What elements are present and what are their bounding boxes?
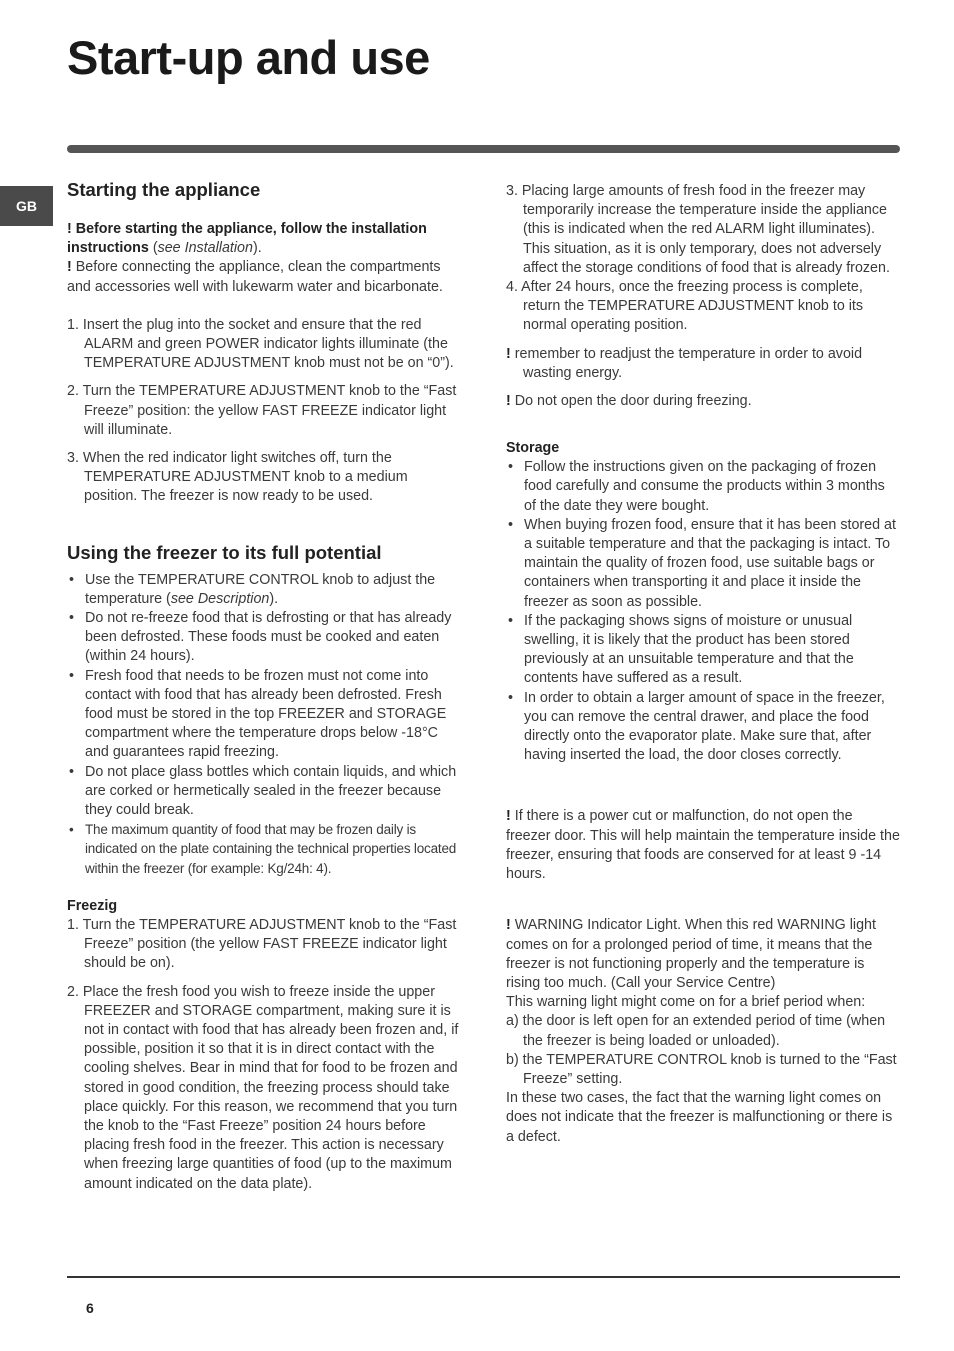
footer-divider — [67, 1276, 900, 1278]
subheading-freezing: Freezig — [67, 897, 118, 914]
freezing-steps-continued — [506, 182, 900, 336]
note-door-text: Do not open the door during freezing. — [514, 393, 752, 410]
list-item: • Do not place glass bottles which contain liquids, and which are corked or hermetically sealed in the freezer because they could break. — [67, 763, 459, 821]
note-power-cut — [506, 807, 900, 884]
note-installation-paren-open: ( — [152, 240, 158, 257]
exclamation-icon: ! — [67, 259, 72, 276]
list-item: 2. Place the fresh food you wish to freeze inside the upper FREEZER and STORAGE compartment, making sure it is not in contact with food that has already been frozen and, if possible, position it so that it is in direct contact with the cooling shelves. Bear in mind that for food to be frozen and stored in good condition, the freezing process should take place quickly. For this reason, we recommend that you turn the knob to the “Fast Freeze” position 24 hours before placing fresh food in the freezer. This action is necessary when freezing large quantities of food (up to the maximum amount indicated on the data plate). — [67, 983, 459, 1192]
potential-bullets — [67, 571, 459, 878]
exclamation-icon: ! — [506, 393, 511, 410]
warning-outro: In these two cases, the fact that the warning light comes on does not indicate that the freezer is malfunctioning or there is a defect. — [506, 1090, 893, 1145]
startup-steps — [67, 316, 459, 507]
list-item: • When buying frozen food, ensure that it has been stored at a suitable temperature and that the packaging is intact. To maintain the quality of frozen food, use suitable bags or containers when transporting it and place it inside the freezer as soon as possible. — [506, 516, 900, 612]
left-column — [67, 178, 459, 1194]
note-warning-light-text: WARNING Indicator Light. When this red WARNING light comes on for a prolonged period of time, it means that the freezer is not functioning properly and the temperature is rising too much. (Call your Service Centre) — [506, 917, 876, 991]
exclamation-icon: ! — [67, 221, 72, 237]
page-title: Start-up and use — [67, 31, 430, 84]
list-item: b) the TEMPERATURE CONTROL knob is turned to the “Fast Freeze” setting. — [506, 1051, 897, 1087]
list-item: • Do not re-freeze food that is defrosting or that has already been defrosted. These foods must be cooked and eaten (within 24 hours). — [67, 609, 459, 667]
bullet-text-b: ). — [269, 590, 279, 607]
note-installation-ref: see Installation — [157, 240, 253, 257]
warning-cases — [506, 1012, 900, 1089]
list-item: • The maximum quantity of food that may be frozen daily is indicated on the plate containing the technical properties located within the freezer (for example: Kg/24h: 4). — [67, 820, 459, 878]
list-item: 4. After 24 hours, once the freezing process is complete, return the TEMPERATURE ADJUSTMENT knob to its normal operating position. — [506, 279, 864, 334]
note-readjust-text: remember to readjust the temperature in order to avoid wasting energy. — [514, 345, 863, 381]
title-divider — [67, 145, 900, 153]
exclamation-icon: ! — [506, 917, 511, 934]
bullet-text-a: Use the TEMPERATURE CONTROL knob to adjust the temperature ( — [85, 571, 436, 607]
storage-bullets — [506, 458, 900, 765]
page-number: 6 — [86, 1300, 94, 1316]
freezing-steps — [67, 916, 459, 1194]
list-item: 1. Turn the TEMPERATURE ADJUSTMENT knob to the “Fast Freeze” position (the yellow FAST FREEZE indicator light should be on). — [67, 916, 457, 972]
list-item: • In order to obtain a larger amount of space in the freezer, you can remove the central drawer, and place the food directly onto the evaporator plate. Make sure that, after having inserted the load, the door closes correctly. — [506, 689, 900, 766]
language-tab: GB — [0, 186, 53, 226]
note-cleaning — [67, 258, 459, 296]
right-column — [506, 182, 900, 1147]
note-power-cut-text: If there is a power cut or malfunction, do not open the freezer door. This will help maintain the temperature inside the freezer, ensuring that foods are conserved for at least 9 -14 hours. — [506, 808, 900, 883]
note-warning-light — [506, 916, 900, 993]
list-item — [67, 571, 459, 609]
note-readjust — [506, 345, 900, 383]
section-heading-potential: Using the freezer to its full potential — [67, 541, 382, 563]
warning-intro: This warning light might come on for a brief period when: — [506, 994, 866, 1011]
section-heading-starting: Starting the appliance — [67, 179, 261, 200]
list-item: 1. Insert the plug into the socket and ensure that the red ALARM and green POWER indicator lights illuminate (the TEMPERATURE ADJUSTMENT knob must not be on “0”). — [67, 316, 454, 372]
note-installation — [67, 220, 459, 258]
note-installation-bold: Before starting the appliance, follow the installation instructions — [67, 221, 427, 257]
list-item: • If the packaging shows signs of moisture or unusual swelling, it is likely that the product has been stored previously at an unsuitable temperature and that the contents have suffered as a result. — [506, 612, 900, 689]
exclamation-icon: ! — [506, 345, 511, 362]
list-item: 2. Turn the TEMPERATURE ADJUSTMENT knob to the “Fast Freeze” position: the yellow FAST FREEZE indicator light will illuminate. — [67, 383, 457, 438]
list-item: a) the door is left open for an extended period of time (when the freezer is being loaded or unloaded). — [506, 1013, 886, 1049]
note-cleaning-text: Before connecting the appliance, clean the compartments and accessories well with lukewarm water and bicarbonate. — [67, 259, 443, 295]
subheading-storage: Storage — [506, 440, 560, 457]
note-door — [506, 392, 900, 411]
bullet-ref: see Description — [170, 590, 270, 607]
list-item: 3. When the red indicator light switches off, turn the TEMPERATURE ADJUSTMENT knob to a medium position. The freezer is now ready to be used. — [67, 450, 408, 505]
list-item: • Fresh food that needs to be frozen must not come into contact with food that has already been defrosted. Fresh food must be stored in the top FREEZER and STORAGE compartment where the temperature drops below -18°C and guarantees rapid freezing. — [67, 667, 459, 763]
exclamation-icon: ! — [506, 808, 511, 825]
note-installation-paren-close: ). — [252, 240, 262, 257]
list-item: • Follow the instructions given on the packaging of frozen food carefully and consume the products within 3 months of the date they were bought. — [506, 458, 900, 516]
list-item: 3. Placing large amounts of fresh food in the freezer may temporarily increase the temperature inside the appliance (this is indicated when the red ALARM light illuminates). This situation, as it is only temporary, does not adversely affect the storage conditions of food that is already frozen. — [506, 183, 890, 276]
